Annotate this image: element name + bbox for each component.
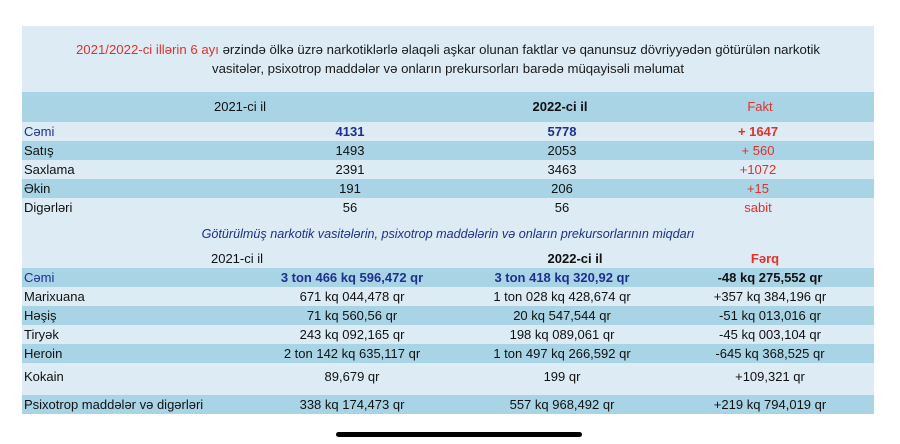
value-2022: 5778 bbox=[547, 124, 577, 139]
value-diff: -45 kq 003,104 qr bbox=[719, 327, 821, 342]
value-2022: 3463 bbox=[547, 162, 577, 177]
seized-header-2022: 2022-ci il bbox=[547, 251, 603, 266]
row-label: Marixuana bbox=[24, 289, 85, 304]
value-2021: 2 ton 142 kq 635,117 qr bbox=[283, 346, 421, 361]
seized-row bbox=[22, 268, 874, 287]
row-label: Digərləri bbox=[24, 200, 73, 215]
value-2021: 1493 bbox=[335, 143, 365, 158]
facts-header-2021: 2021-ci il bbox=[213, 99, 267, 114]
facts-row bbox=[22, 141, 874, 160]
value-2022: 56 bbox=[554, 200, 570, 215]
value-2022: 20 kq 547,544 qr bbox=[513, 308, 611, 323]
value-2022: 198 kq 089,061 qr bbox=[509, 327, 615, 342]
seized-row bbox=[22, 287, 874, 306]
value-2022: 199 qr bbox=[543, 369, 581, 384]
value-diff: + 1647 bbox=[737, 124, 779, 139]
value-2022: 2053 bbox=[547, 143, 577, 158]
value-2022: 1 ton 028 kq 428,674 qr bbox=[493, 289, 631, 304]
facts-header-2022: 2022-ci il bbox=[532, 99, 588, 114]
row-label: Psixotrop maddələr və digərləri bbox=[24, 397, 204, 412]
row-label: Tiryək bbox=[24, 327, 59, 342]
seized-subtitle: Götürülmüş narkotik vasitələrin, psixotrop maddələrin və onların prekursorlarının miqdarı bbox=[201, 227, 695, 241]
row-label: Kokain bbox=[24, 369, 64, 384]
value-2022: 3 ton 418 kq 320,92 qr bbox=[494, 270, 630, 285]
value-2021: 4131 bbox=[335, 124, 365, 139]
title-line1: ərzində ölkə üzrə narkotiklərlə əlaqəli aşkar olunan faktlar və qanunsuz dövriyyədən götürülən narkotik bbox=[218, 42, 821, 57]
value-2021: 671 kq 044,478 qr bbox=[299, 289, 405, 304]
row-label: Əkin bbox=[24, 181, 51, 196]
value-diff: -51 kq 013,016 qr bbox=[719, 308, 821, 323]
value-2022: 1 ton 497 kq 266,592 qr bbox=[493, 346, 631, 361]
facts-row bbox=[22, 179, 874, 198]
value-2021: 191 bbox=[339, 181, 361, 196]
value-diff: +219 kq 794,019 qr bbox=[713, 397, 827, 412]
document-title bbox=[22, 40, 874, 78]
seized-row bbox=[22, 367, 874, 386]
facts-row bbox=[22, 160, 874, 179]
value-diff: -48 kq 275,552 qr bbox=[717, 270, 823, 285]
facts-row bbox=[22, 122, 874, 141]
value-diff: + 560 bbox=[741, 143, 775, 158]
value-2021: 89,679 qr bbox=[324, 369, 380, 384]
value-diff: +357 kq 384,196 qr bbox=[713, 289, 827, 304]
seized-row bbox=[22, 395, 874, 414]
row-label: Cəmi bbox=[24, 270, 55, 285]
title-period: 2021/2022-ci illərin 6 ayı bbox=[75, 42, 219, 57]
row-label: Satış bbox=[24, 143, 54, 158]
seized-row bbox=[22, 306, 874, 325]
value-2021: 243 kq 092,165 qr bbox=[299, 327, 405, 342]
seized-row bbox=[22, 344, 874, 363]
value-2021: 56 bbox=[342, 200, 358, 215]
row-label: Cəmi bbox=[24, 124, 55, 139]
value-2022: 206 bbox=[551, 181, 573, 196]
seized-header-diff: Fərq bbox=[750, 251, 780, 266]
value-diff: sabit bbox=[744, 200, 772, 215]
facts-header-diff: Fakt bbox=[747, 99, 773, 114]
facts-header bbox=[22, 92, 874, 122]
seized-row bbox=[22, 325, 874, 344]
seized-header bbox=[22, 249, 874, 268]
value-diff: +15 bbox=[746, 181, 770, 196]
comparison-card bbox=[22, 26, 874, 414]
row-label: Heroin bbox=[24, 346, 63, 361]
value-diff: -645 kq 368,525 qr bbox=[715, 346, 825, 361]
row-label: Saxlama bbox=[24, 162, 75, 177]
value-2021: 2391 bbox=[335, 162, 365, 177]
value-diff: +1072 bbox=[739, 162, 777, 177]
home-indicator[interactable] bbox=[336, 432, 582, 437]
seized-header-2021: 2021-ci il bbox=[210, 251, 264, 266]
row-label: Həşiş bbox=[24, 308, 57, 323]
facts-row bbox=[22, 198, 874, 217]
value-2021: 338 kq 174,473 qr bbox=[299, 397, 405, 412]
value-2022: 557 kq 968,492 qr bbox=[509, 397, 615, 412]
title-line2: vasitələr, psixotrop maddələr və onların prekursorları barədə müqayisəli məlumat bbox=[211, 61, 685, 76]
value-diff: +109,321 qr bbox=[735, 369, 805, 384]
value-2021: 71 kq 560,56 qr bbox=[306, 308, 398, 323]
value-2021: 3 ton 466 kq 596,472 qr bbox=[280, 270, 424, 285]
